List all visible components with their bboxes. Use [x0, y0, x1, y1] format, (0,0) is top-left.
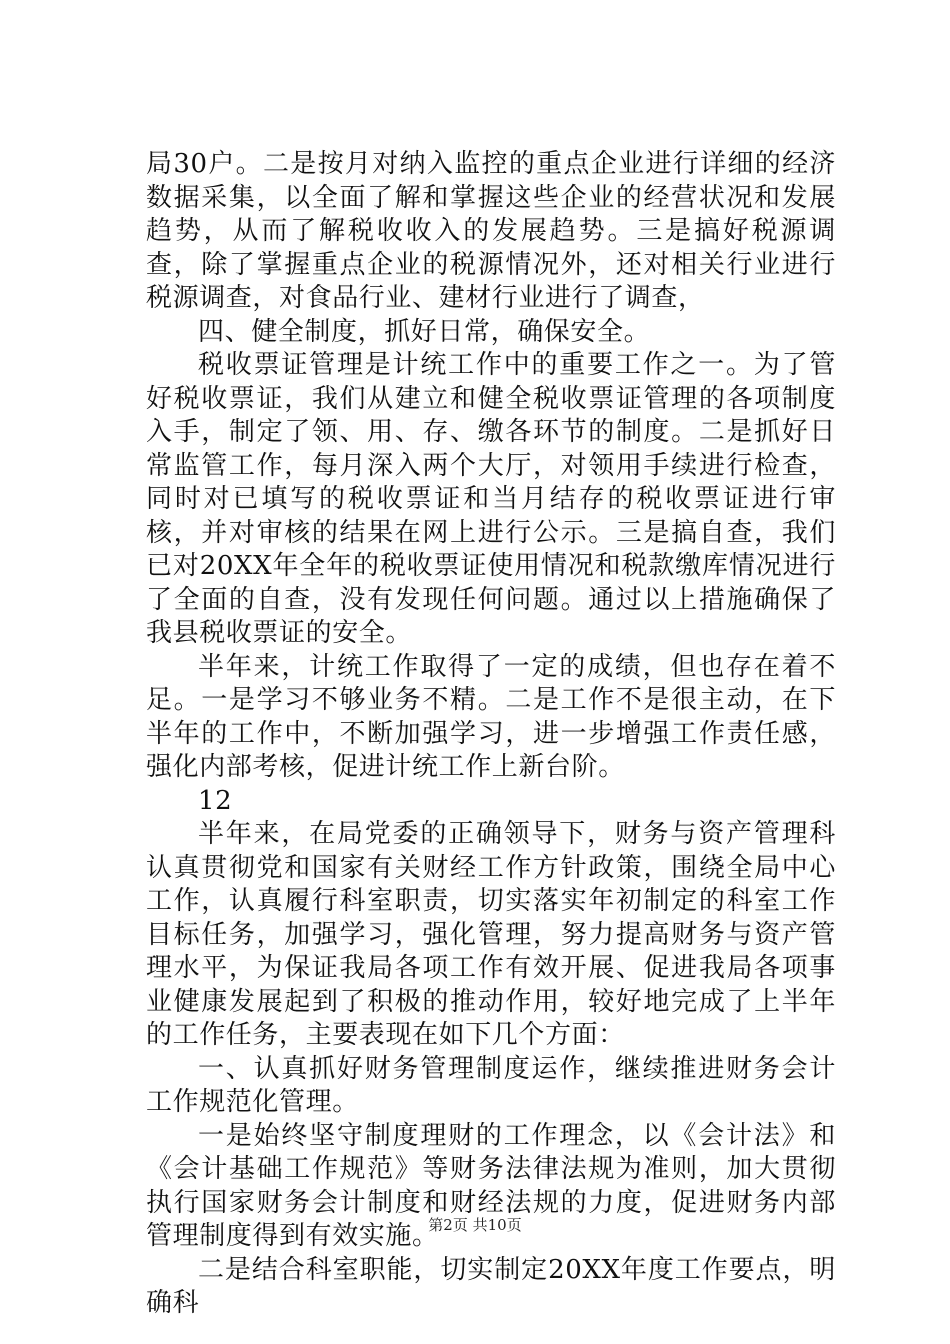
- document-body: [146, 148, 836, 1321]
- paragraph-finance-intro: 半年来，在局党委的正确领导下，财务与资产管理科认真贯彻党和国家有关财经工作方针政策，围绕全局中心工作，认真履行科室职责，切实落实年初制定的科室工作目标任务，加强学习，强化管理，努力提高财务与资产管理水平，为保证我局各项工作有效开展、促进我局各项事业健康发展起到了积极的推动作用，较好地完成了上半年的工作任务，主要表现在如下几个方面：: [146, 819, 836, 1050]
- paragraph-tax-receipts: 税收票证管理是计统工作中的重要工作之一。为了管好税收票证，我们从建立和健全税收票证管理的各项制度入手，制定了领、用、存、缴各环节的制度。二是抓好日常监管工作，每月深入两个大厅，对领用手续进行检查，同时对已填写的税收票证和当月结存的税收票证进行审核，并对审核的结果在网上进行公示。三是搞自查，我们已对20XX年全年的税收票证使用情况和税款缴库情况进行了全面的自查，没有发现任何问题。通过以上措施确保了我县税收票证的安全。: [146, 350, 836, 648]
- paragraph-number: 12: [198, 785, 233, 816]
- section-heading-four: 四、健全制度，抓好日常，确保安全。: [198, 316, 651, 347]
- paragraph-point-one: 一是始终坚守制度理财的工作理念，以《会计法》和《会计基础工作规范》等财务法律法规为准则，加大贯彻执行国家财务会计制度和财经法规的力度，促进财务内部管理制度得到有效实施。: [146, 1120, 836, 1251]
- paragraph-continued: 局30户。二是按月对纳入监控的重点企业进行详细的经济数据采集，以全面了解和掌握这些企业的经营状况和发展趋势，从而了解税收收入的发展趋势。三是搞好税源调查，除了掌握重点企业的税源情况外，还对相关行业进行税源调查，对食品行业、建材行业进行了调查，: [146, 149, 836, 313]
- page-footer: 第2页 共10页: [428, 1216, 522, 1234]
- paragraph-half-year-summary: 半年来，计统工作取得了一定的成绩，但也存在着不足。一是学习不够业务不精。二是工作不是很主动，在下半年的工作中，不断加强学习，进一步增强工作责任感，强化内部考核，促进计统工作上新台阶。: [146, 651, 836, 782]
- section-heading-one: 一、认真抓好财务管理制度运作，继续推进财务会计工作规范化管理。: [146, 1053, 836, 1117]
- paragraph-point-two: 二是结合科室职能，切实制定20XX年度工作要点，明确科: [146, 1254, 836, 1318]
